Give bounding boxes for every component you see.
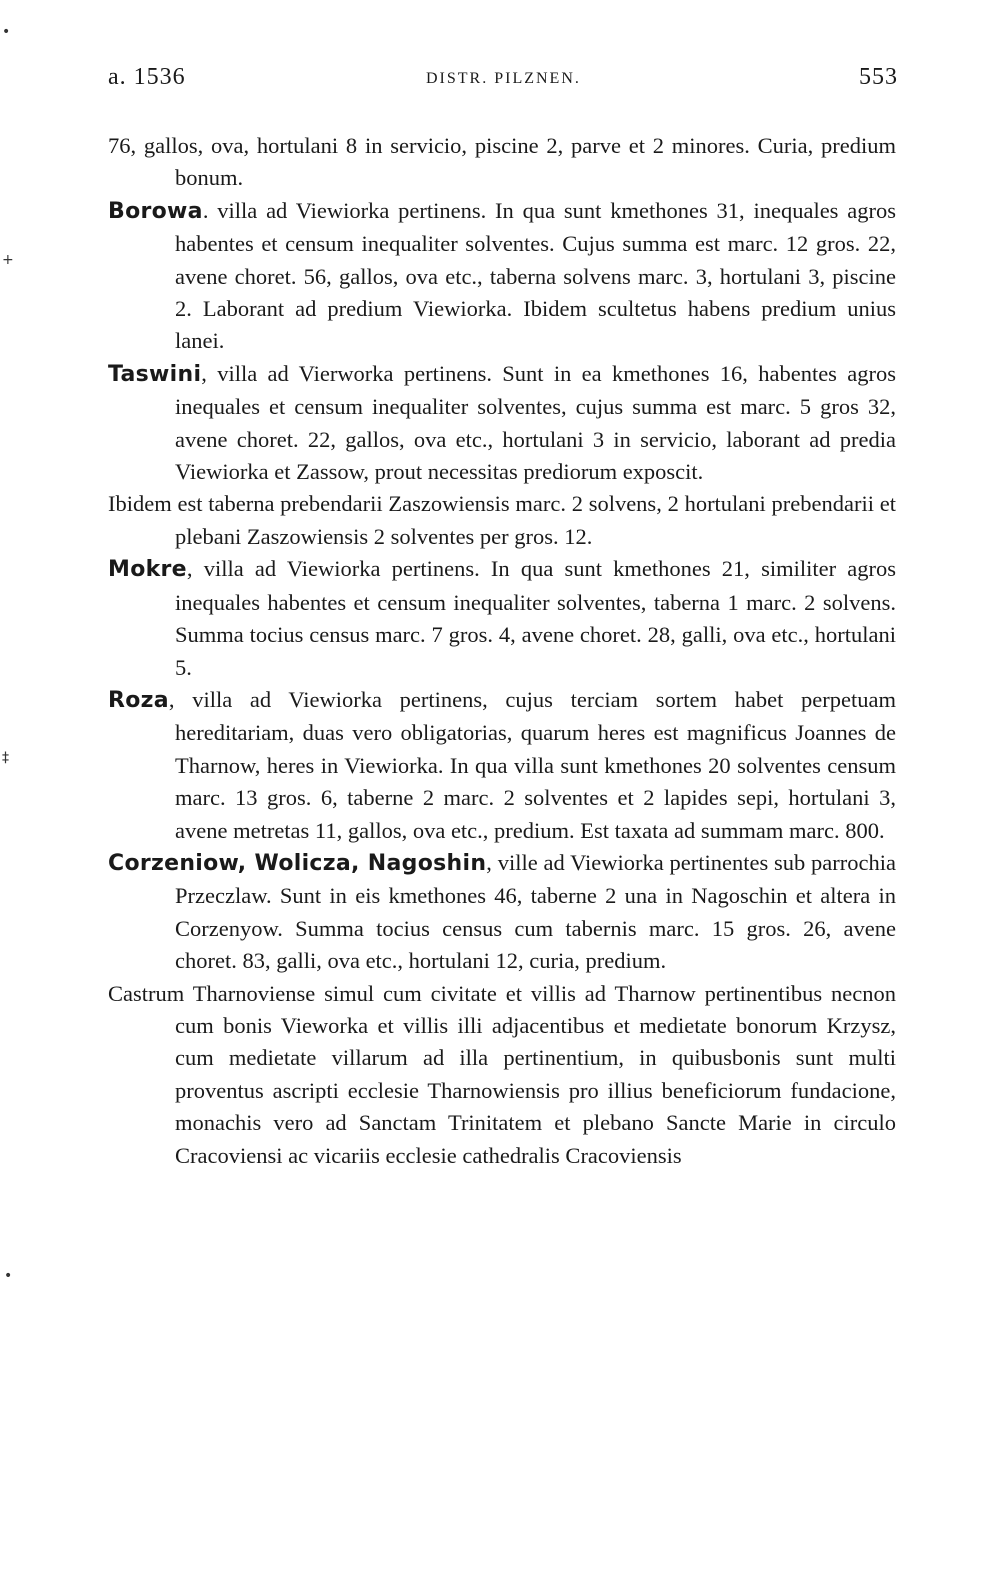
entry-mokre [108, 553, 896, 684]
header-year: a. 1536 [108, 64, 186, 90]
entry-continuation [108, 130, 896, 195]
entry-text: , villa ad Viewiorka pertinens, cujus terciam sortem habet perpetuam hereditariam, duas vero obligatorias, quarum heres est magnificus Joannes de Tharnow, heres in Viewiorka. In qua villa sunt kmethones 20 solventes censum marc. 13 gros. 6, taberne 2 marc. 2 solventes et 2 lapides sepi, hortulani 3, avene metretas 11, gallos, ova etc., predium. Est taxata ad summam marc. 800. [168, 686, 896, 843]
scan-mark: ‡ [2, 750, 9, 766]
place-name: Taswini [108, 361, 202, 387]
entry-text: , ville ad Viewiorka pertinentes sub parrochia Przeczlaw. Sunt in eis kmethones 46, taberne 2 una in Nagoschin et altera in Corzenyow. Summa tocius census cum tabernis marc. 15 gros. 26, avene choret. 83, galli, ova etc., hortulani 12, curia, predium. [175, 849, 896, 974]
entry-text: Castrum Tharnoviense simul cum civitate et villis ad Tharnow pertinentibus necnon cum bonis Vieworka et villis illi adjacentibus et medietate bonorum Krzysz, cum medietate villarum ad illa pertinentium, in quibusbonis sunt multi proventus ascripti ecclesie Tharnowiensis pro illius beneficiorum fundacione, monachis vero ad Sanctam Trinitatem et plebano Sancte Marie in circulo Cracoviensi ac vicariis ecclesie cathedralis Cracoviensis [108, 980, 896, 1168]
entry-text: , villa ad Viewiorka pertinens. In qua sunt kmethones 21, similiter agros inequales habentes et censum inequaliter solventes, taberna 1 marc. 2 solvens. Summa tocius census marc. 7 gros. 4, avene choret. 28, galli, ova etc., hortulani 5. [175, 556, 896, 680]
entry-taswini [108, 358, 896, 489]
entry-ibidem [108, 488, 896, 553]
entry-borowa [108, 195, 896, 358]
running-header [108, 64, 898, 100]
place-name: Borowa [108, 198, 203, 224]
entry-text: . villa ad Viewiorka pertinens. In qua sunt kmethones 31, inequales agros habentes et censum inequaliter solventes. Cujus summa est marc. 12 gros. 22, avene choret. 56, gallos, ova etc., taberna solvens marc. 3, hortulani 3, piscine 2. Laborant ad predium Viewiorka. Ibidem scultetus habens predium unius lanei. [175, 197, 896, 354]
scan-mark: + [2, 252, 14, 268]
entry-text: Ibidem est taberna prebendarii Zaszowiensis marc. 2 solvens, 2 hortulani prebendarii et plebani Zaszowiensis 2 solventes per gros. 12. [108, 491, 896, 549]
document-body [108, 130, 896, 1172]
entry-roza [108, 684, 896, 847]
header-district: DISTR. PILZNEN. [426, 70, 581, 87]
entry-castrum [108, 978, 896, 1172]
place-name: Mokre [108, 557, 187, 583]
scan-mark: • [2, 24, 11, 40]
entry-text: 76, gallos, ova, hortulani 8 in servicio, piscine 2, parve et 2 minores. Curia, predium bonum. [108, 133, 896, 191]
entry-text: , villa ad Vierworka pertinens. Sunt in ea kmethones 16, habentes agros inequales et censum inequaliter solventes, cujus summa est marc. 5 gros 32, avene choret. 22, gallos, ova etc., hortulani 3 in servicio, laborant ad predia Viewiorka et Zassow, prout necessitas prediorum exposcit. [175, 360, 896, 485]
page-number: 553 [859, 64, 898, 90]
scan-mark: • [4, 1268, 13, 1284]
place-name: Roza [108, 687, 169, 713]
place-name: Corzeniow, Wolicza, Nagoshin [108, 850, 487, 876]
entry-corzeniow [108, 847, 896, 978]
